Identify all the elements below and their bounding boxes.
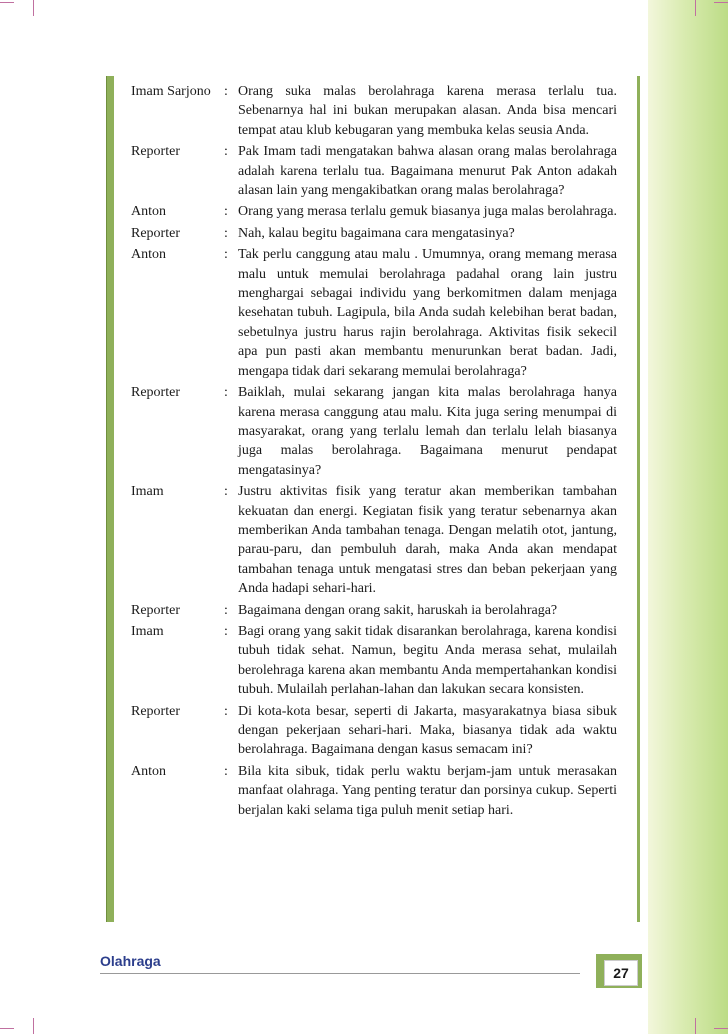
speech-text: Baiklah, mulai sekarang jangan kita malas berolahraga hanya karena merasa canggung atau malu. Kita juga sering menumpai di masyarakat, orang yang terlalu lemah dan terlalu lelah biasanya juga malas berolahraga. Bagaimana menurut pendapat mengatasinya? — [238, 385, 617, 478]
speaker-name: Anton — [131, 763, 166, 779]
dialogue-row — [131, 622, 617, 700]
speaker-name: Anton — [131, 247, 166, 263]
dialogue-row — [131, 762, 617, 820]
separator: : — [224, 602, 228, 618]
speaker-name: Reporter — [131, 385, 180, 401]
decorative-side-band — [648, 0, 728, 1034]
dialogue-row — [131, 245, 617, 381]
left-accent-bar — [106, 76, 114, 922]
interview-dialogue — [131, 82, 617, 820]
crop-mark-bottom-left-v — [33, 1018, 34, 1034]
crop-mark-bottom-right-h — [714, 1028, 728, 1029]
footer-divider — [100, 973, 580, 974]
separator: : — [224, 204, 228, 220]
crop-mark-top-left-h — [0, 2, 14, 3]
separator: : — [224, 703, 228, 719]
speaker-name: Reporter — [131, 703, 180, 719]
dialogue-row — [131, 482, 617, 598]
speech-text: Orang yang merasa terlalu gemuk biasanya juga malas berolahraga. — [238, 204, 618, 220]
speaker-name: Reporter — [131, 602, 180, 618]
speech-text: Orang suka malas berolahraga karena merasa terlalu tua. Sebenarnya hal ini bukan merupakan alasan. Anda bisa mencari tempat atau klub kebugaran yang membuka kelas seusia Anda. — [238, 84, 617, 138]
dialogue-row — [131, 202, 617, 221]
dialogue-row — [131, 142, 617, 200]
speech-text: Bagaimana dengan orang sakit, haruskah ia berolahraga? — [238, 602, 558, 618]
crop-mark-top-right-h — [714, 2, 728, 3]
speech-text: Pak Imam tadi mengatakan bahwa alasan orang malas berolahraga adalah karena terlalu tua. Bagaimana menurut Pak Anton adakah alasan lain yang mengakibatkan orang malas berolahraga? — [238, 144, 617, 199]
crop-mark-top-right-v — [695, 0, 696, 16]
footer-chapter-title: Olahraga — [100, 953, 161, 969]
dialogue-row — [131, 224, 617, 243]
separator: : — [224, 763, 228, 779]
separator: : — [224, 484, 228, 500]
crop-mark-top-left-v — [33, 0, 34, 16]
page-number: 27 — [604, 960, 638, 986]
separator: : — [224, 623, 228, 639]
speaker-name: Reporter — [131, 144, 180, 160]
speech-text: Bila kita sibuk, tidak perlu waktu berjam-jam untuk merasakan manfaat olahraga. Yang penting teratur dan porsinya cukup. Seperti berjalan kaki selama tiga puluh menit setiap hari. — [238, 763, 617, 818]
crop-mark-bottom-left-h — [0, 1028, 14, 1029]
separator: : — [224, 144, 228, 160]
speech-text: Di kota-kota besar, seperti di Jakarta, masyarakatnya biasa sibuk dengan pekerjaan sehari-hari. Maka, biasanya tidak ada waktu berolahraga. Bagaimana dengan kasus semacam ini? — [238, 703, 617, 758]
speech-text: Justru aktivitas fisik yang teratur akan memberikan tambahan kekuatan dan energi. Kegiatan fisik yang teratur sebenarnya akan memberikan Anda tambahan tenaga. Dengan melatih otot, jantung, parau-paru, dan pembuluh darah, maka Anda akan mendapat tambahan tenaga untuk mengatasi stres dan beban pekerjaan yang Anda hadapi sehari-hari. — [238, 484, 617, 597]
separator: : — [224, 247, 228, 263]
separator: : — [224, 84, 228, 99]
speaker-name: Imam Sarjono — [131, 84, 211, 99]
speech-text: Bagi orang yang sakit tidak disarankan berolahraga, karena kondisi tubuh tidak sehat. Namun, begitu Anda merasa sehat, mulailah berolehraga karena akan membantu Anda mempertahankan kondisi tubuh. Mulailah perlahan-lahan dan lakukan secara konsisten. — [238, 623, 617, 698]
separator: : — [224, 385, 228, 401]
dialogue-row — [131, 601, 617, 620]
separator: : — [224, 225, 228, 241]
dialogue-row — [131, 82, 617, 140]
speaker-name: Reporter — [131, 225, 180, 241]
speech-text: Nah, kalau begitu bagaimana cara mengatasinya? — [238, 225, 515, 241]
speech-text: Tak perlu canggung atau malu . Umumnya, orang memang merasa malu untuk memulai berolahraga padahal orang lain justru menghargai sebagai individu yang berkomitmen dalam menjaga kesehatan tubuh. Lagipula, bila Anda sudah kelebihan berat badan, sebetulnya justru harus rajin berolahraga. Aktivitas fisik sekecil apa pun pasti akan membantu menurunkan berat badan. Jadi, mengapa tidak dari sekarang memulai berolahraga? — [238, 247, 617, 379]
dialogue-row — [131, 702, 617, 760]
speaker-name: Imam — [131, 623, 164, 639]
speaker-name: Anton — [131, 204, 166, 220]
speaker-name: Imam — [131, 484, 164, 500]
crop-mark-bottom-right-v — [695, 1018, 696, 1034]
dialogue-row — [131, 383, 617, 480]
right-accent-bar — [637, 76, 640, 922]
